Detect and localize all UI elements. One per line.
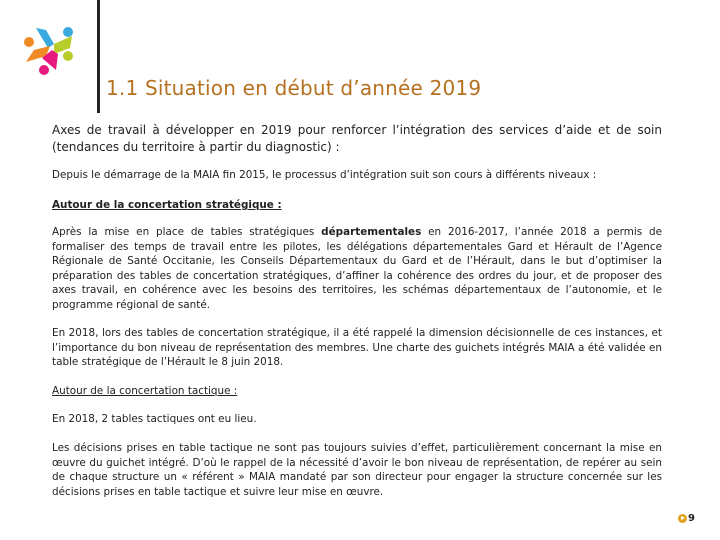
page-number — [678, 513, 695, 524]
paragraph-maia: Depuis le démarrage de la MAIA fin 2015, le processus d’intégration suit son cours à différents niveaux : — [52, 169, 597, 181]
page-title: 1.1 Situation en début d’année 2019 — [106, 76, 482, 100]
logo-icon — [24, 24, 76, 76]
paragraph-charter: En 2018, lors des tables de concertation stratégique, il a été rappelé la dimension décisionnelle de ces instances, et l’importance du bon niveau de représentation des membres. Une charte des guichets intégrés MAIA a été validée en table stratégique de l’Hérault le 8 juin 2018. — [52, 327, 662, 368]
paragraph-strategic — [52, 225, 662, 312]
page-number-text: 9 — [688, 513, 695, 524]
text: en 2016-2017, l’année 2018 a permis de formaliser des temps de travail entre les pilotes, les délégations départementales Gard et Hérault de l’Agence Régionale de Santé Occitanie, les Conseils Départementaux du Gard et de l’Hérault, dans le but d’optimiser la préparation des tables de concertation stratégiques, d’affiner la cohérence des ordres du jour, et de proposer des axes travail, en cohérence avec les besoins des territoires, les schémas départementaux de l’autonomie, et le programme régional de santé. — [52, 226, 662, 311]
text: Après la mise en place de tables stratégiques — [52, 226, 322, 238]
heading-tactical: Autour de la concertation tactique : — [52, 385, 238, 397]
paragraph-decisions: Les décisions prises en table tactique ne sont pas toujours suivies d’effet, particulièrement concernant la mise en œuvre du guichet intégré. D’où le rappel de la nécessité d’avoir le bon niveau de représentation, de repérer au sein de chaque structure un « référent » MAIA mandaté par son directeur pour engager la structure concernée sur les décisions prises en table tactique et suivre leur mise en œuvre. — [52, 442, 662, 498]
bold-text: départementales — [321, 226, 422, 238]
arrow-circle-icon — [678, 514, 687, 523]
intro-text: Axes de travail à développer en 2019 pour renforcer l’intégration des services d’aide et de soin (tendances du territoire à partir du diagnostic) : — [52, 123, 662, 154]
heading-strategic: Autour de la concertation stratégique : — [52, 199, 282, 211]
paragraph-tactical-tables: En 2018, 2 tables tactiques ont eu lieu. — [52, 413, 257, 425]
title-divider — [97, 0, 100, 113]
